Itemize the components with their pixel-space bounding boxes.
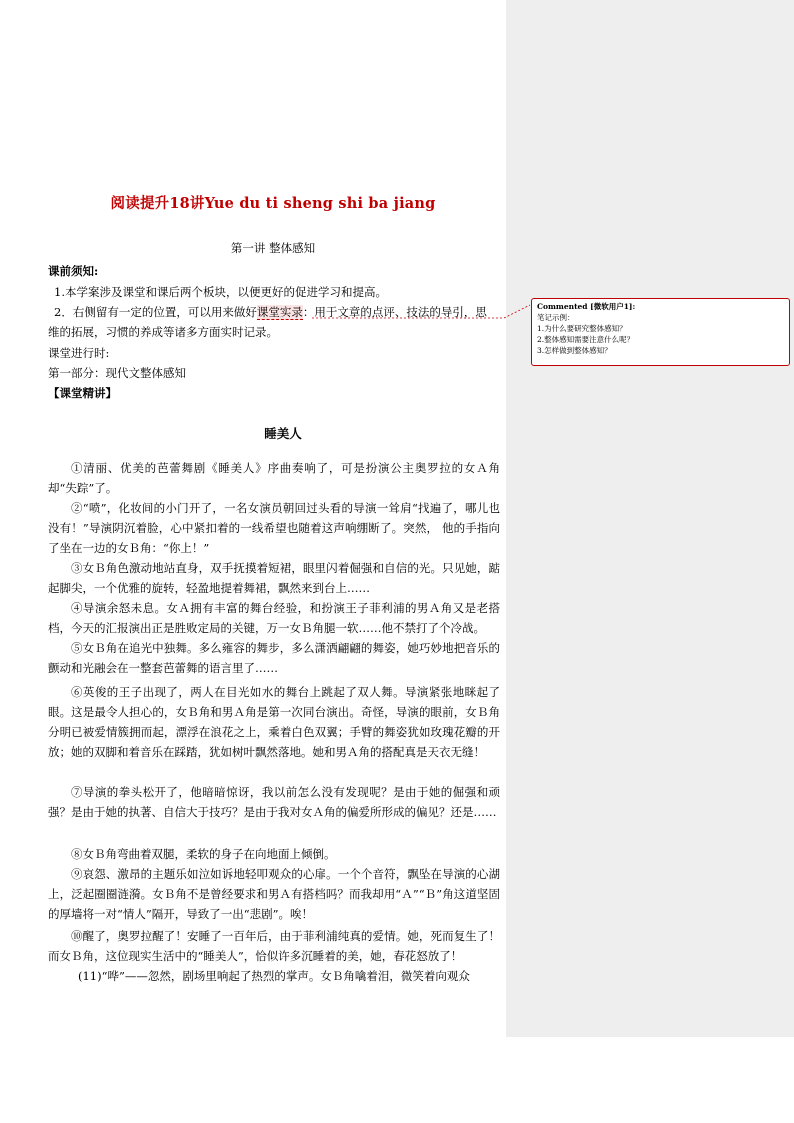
paragraph-5: ⑤女Ｂ角在追光中独舞。多么雍容的舞步，多么潇洒翩翩的舞姿，她巧妙地把音乐的颤动和光融会在一整套芭蕾舞的语言里了…… [48,641,500,675]
comment-author-label: Commented [微软用户1]: [537,302,636,311]
comment-line: 3.怎样做到整体感知？ [537,346,612,355]
document-title: 阅读提升18讲Yue du ti sheng shi ba jiang [110,195,436,212]
paragraph-11: (11)“哗”——忽然，剧场里响起了热烈的掌声。女Ｂ角噙着泪，微笑着向观众 [78,969,470,983]
comment-line: 笔记示例： [537,313,575,322]
paragraph-8: ⑧女Ｂ角弯曲着双腿，柔软的身子在向地面上倾倒。 [71,847,336,861]
notice-item-2-post: ：用于文章的点评、技法的导引，思 [302,305,487,319]
notice-item-2-continued: 维的拓展，习惯的养成等诸多方面实时记录。 [48,325,278,339]
paragraph-6: ⑥英俊的王子出现了，两人在目光如水的舞台上跳起了双人舞。导演紧张地眯起了眼。这是最令人担心的，女Ｂ角和男Ａ角是第一次同台演出。奇怪，导演的眼前，女Ｂ角分明已被爱情簇拥而起，漂浮在浪花之上，乘着白色双翼；手臂的舞姿犹如玫瑰花瓣的开放；她的双脚和着音乐在踩踏，犹如树叶飘然落地。她和男Ａ角的搭配真是天衣无缝！ [48,685,500,759]
paragraph-7: ⑦导演的拳头松开了，他暗暗惊讶，我以前怎么没有发现呢？是由于她的倔强和顽强？是由于她的执著、自信大于技巧？是由于我对女Ａ角的偏爱所形成的偏见？还是…… [48,785,500,819]
paragraph-9: ⑨哀怨、激昂的主题乐如泣如诉地轻叩观众的心扉。一个个音符，飘坠在导演的心湖上，泛起圈圈涟漪。女Ｂ角不是曾经要求和男Ａ有搭档吗？而我却用“Ａ”“Ｂ”角这道坚固的厚墙将一对“情人”隔开，导致了一出“悲剧”。唉！ [48,867,500,921]
paragraph-2: ②“喷”，化妆间的小门开了，一名女演员朝回过头看的导演一耸肩“找遍了，哪儿也没有！”导演阴沉着脸，心中紧扣着的一线希望也随着这声响绷断了。突然， 他的手指向了坐在一边的女Ｂ角：“你上！” [48,501,500,555]
comment-margin-pane [506,0,794,1037]
page-gap [0,1037,794,1123]
essay-title: 睡美人 [264,426,302,441]
comment-balloon[interactable] [531,298,790,366]
commented-text-highlight[interactable]: 课堂实录 [256,305,303,319]
notice-item-1: 1.本学案涉及课堂和课后两个板块，以便更好的促进学习和提高。 [54,285,387,299]
notice-heading: 课前须知: [48,264,99,278]
part-one-label: 第一部分：现代文整体感知 [48,366,186,380]
notice-item-2-pre: 2．右侧留有一定的位置，可以用来做好 [54,305,257,319]
paragraph-4: ④导演余怒未息。女Ａ拥有丰富的舞台经验，和扮演王子菲利浦的男Ａ角又是老搭档，今天的汇报演出正是胜败定局的关键，万一女Ｂ角腿一软……他不禁打了个冷战。 [48,601,500,635]
paragraph-1: ①清丽、优美的芭蕾舞剧《睡美人》序曲奏响了，可是扮演公主奥罗拉的女Ａ角却“失踪”了。 [48,461,500,495]
comment-line: 1.为什么要研究整体感知？ [537,324,627,333]
notice-item-2 [54,304,487,320]
class-time-label: 课堂进行时: [48,346,110,360]
lecture-heading: 第一讲 整体感知 [230,241,316,255]
paragraph-3: ③女Ｂ角色激动地站直身，双手抚摸着短裙，眼里闪着倔强和自信的光。只见她，踮起脚尖，一个优雅的旋转，轻盈地提着舞裙，飘然来到台上…… [48,561,500,595]
paragraph-10: ⑩醒了，奥罗拉醒了！安睡了一百年后，由于菲利浦纯真的爱情。她，死而复生了！而女Ｂ角，这位现实生活中的“睡美人”，恰似许多沉睡着的美，她，春花怒放了！ [48,929,500,963]
section-label: 【课堂精讲】 [48,386,117,400]
comment-line: 2.整体感知需要注意什么呢？ [537,335,635,344]
